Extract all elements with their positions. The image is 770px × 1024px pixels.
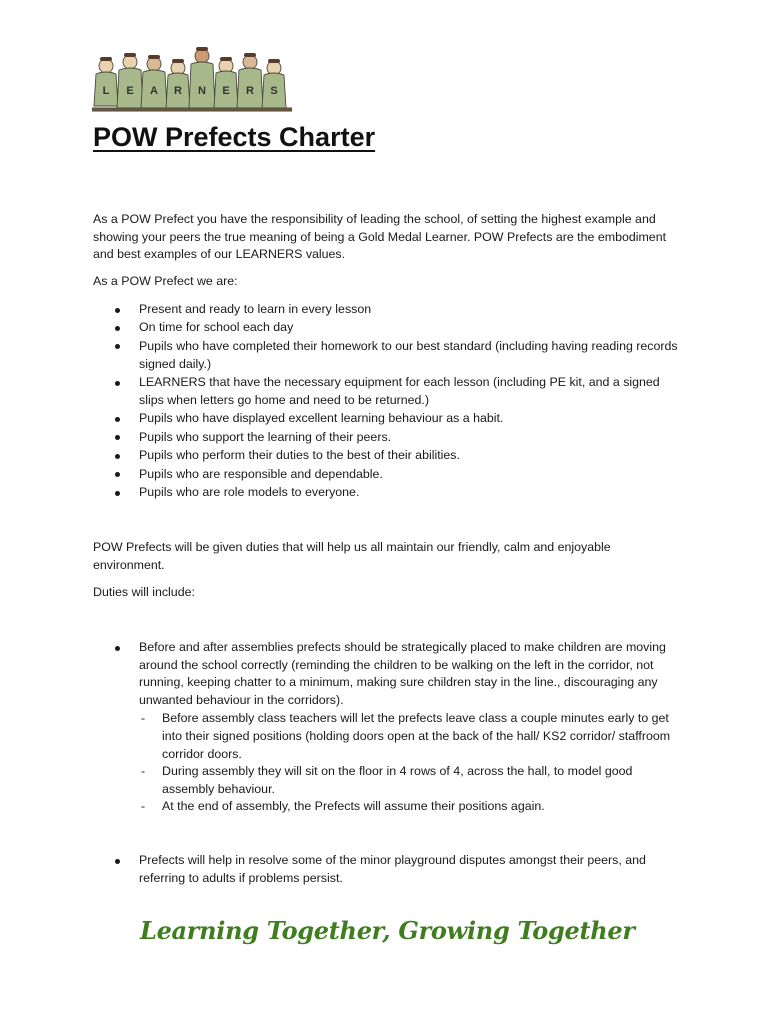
list-item: Pupils who perform their duties to the best of their abilities. — [93, 447, 683, 465]
school-motto: Learning Together, Growing Together — [140, 916, 635, 945]
learners-children-illustration — [92, 44, 292, 116]
intro-paragraph: As a POW Prefect you have the responsibility of leading the school, of setting the highest example and showing your peers the true meaning of being a Gold Medal Learner. POW Prefects are the embodiment and best examples of our LEARNERS values. — [93, 212, 667, 262]
bullet-icon — [115, 308, 120, 313]
list-item: Pupils who support the learning of their peers. — [93, 429, 683, 447]
bullet-icon — [115, 381, 120, 386]
list-item: Pupils who are role models to everyone. — [93, 484, 683, 502]
logo-letter: A — [150, 85, 158, 97]
duty-sublist — [139, 710, 683, 816]
logo-letter: E — [222, 85, 230, 97]
logo-letter: S — [270, 85, 278, 97]
dash-marker: - — [141, 764, 146, 779]
bullet-icon — [115, 472, 120, 477]
learners-logo — [92, 44, 292, 116]
logo-letter: R — [174, 85, 182, 97]
bullet-icon — [115, 646, 120, 651]
logo-letter: L — [102, 85, 110, 97]
logo-letter: E — [126, 85, 134, 97]
duties-list — [93, 639, 683, 817]
bullet-icon — [115, 326, 120, 331]
list-item: LEARNERS that have the necessary equipment for each lesson (including PE kit, and a signed slips when letters go home and need to be returned.) — [93, 374, 683, 409]
sub-list-item: - During assembly they will sit on the floor in 4 rows of 4, across the hall, to model good assembly behaviour. — [141, 764, 633, 796]
list-item: Pupils who are responsible and dependable. — [93, 466, 683, 484]
bullet-icon — [115, 344, 120, 349]
dash-marker: - — [141, 799, 146, 814]
bullet-icon — [115, 454, 120, 459]
list-item: On time for school each day — [93, 319, 683, 337]
page-title: POW Prefects Charter — [93, 122, 376, 152]
bullet-icon — [115, 435, 120, 440]
qualities-list — [93, 301, 683, 503]
list-item: Before and after assemblies prefects should be strategically placed to make children are moving around the school correctly (reminding the children to be walking on the left in the corridor, not running, keeping chatter to a minimum, making sure children stay in the line., discouraging any unwanted behaviour in the corridors). - Before assembly class teachers will let the prefects leave class a couple minutes early to get into their signed positions (holding doors open at the back of the hall/ KS2 corridor/ staffroom corridor doors. - During assembly they will sit on the floor in 4 rows of 4, across the hall, to model good assembly behaviour. - At the end of assembly, the Prefects will assume their positions again. — [93, 639, 683, 816]
duties-list-continued — [93, 852, 683, 888]
sub-list-item: - At the end of assembly, the Prefects will assume their positions again. — [139, 798, 683, 816]
list-item: Pupils who have completed their homework to our best standard (including having reading records signed daily.) — [93, 338, 683, 373]
logo-letter: R — [246, 85, 254, 97]
sub-list-item: - Before assembly class teachers will let the prefects leave class a couple minutes early to get into their signed positions (holding doors open at the back of the hall/ KS2 corridor/ staffroom corridor doors. — [141, 711, 671, 761]
logo-letter: N — [198, 85, 206, 97]
list-item: Prefects will help in resolve some of the minor playground disputes amongst their peers, and referring to adults if problems persist. — [93, 852, 683, 887]
dash-marker: - — [141, 711, 146, 726]
list-item: Present and ready to learn in every lesson — [93, 301, 683, 319]
duties-intro-paragraph: POW Prefects will be given duties that will help us all maintain our friendly, calm and enjoyable environment. — [93, 540, 611, 572]
bullet-icon — [115, 491, 120, 496]
bullet-icon — [115, 417, 120, 422]
list-item: Pupils who have displayed excellent learning behaviour as a habit. — [93, 410, 683, 428]
qualities-heading: As a POW Prefect we are: — [93, 274, 238, 288]
duties-heading: Duties will include: — [93, 585, 195, 599]
bullet-icon — [115, 859, 120, 864]
